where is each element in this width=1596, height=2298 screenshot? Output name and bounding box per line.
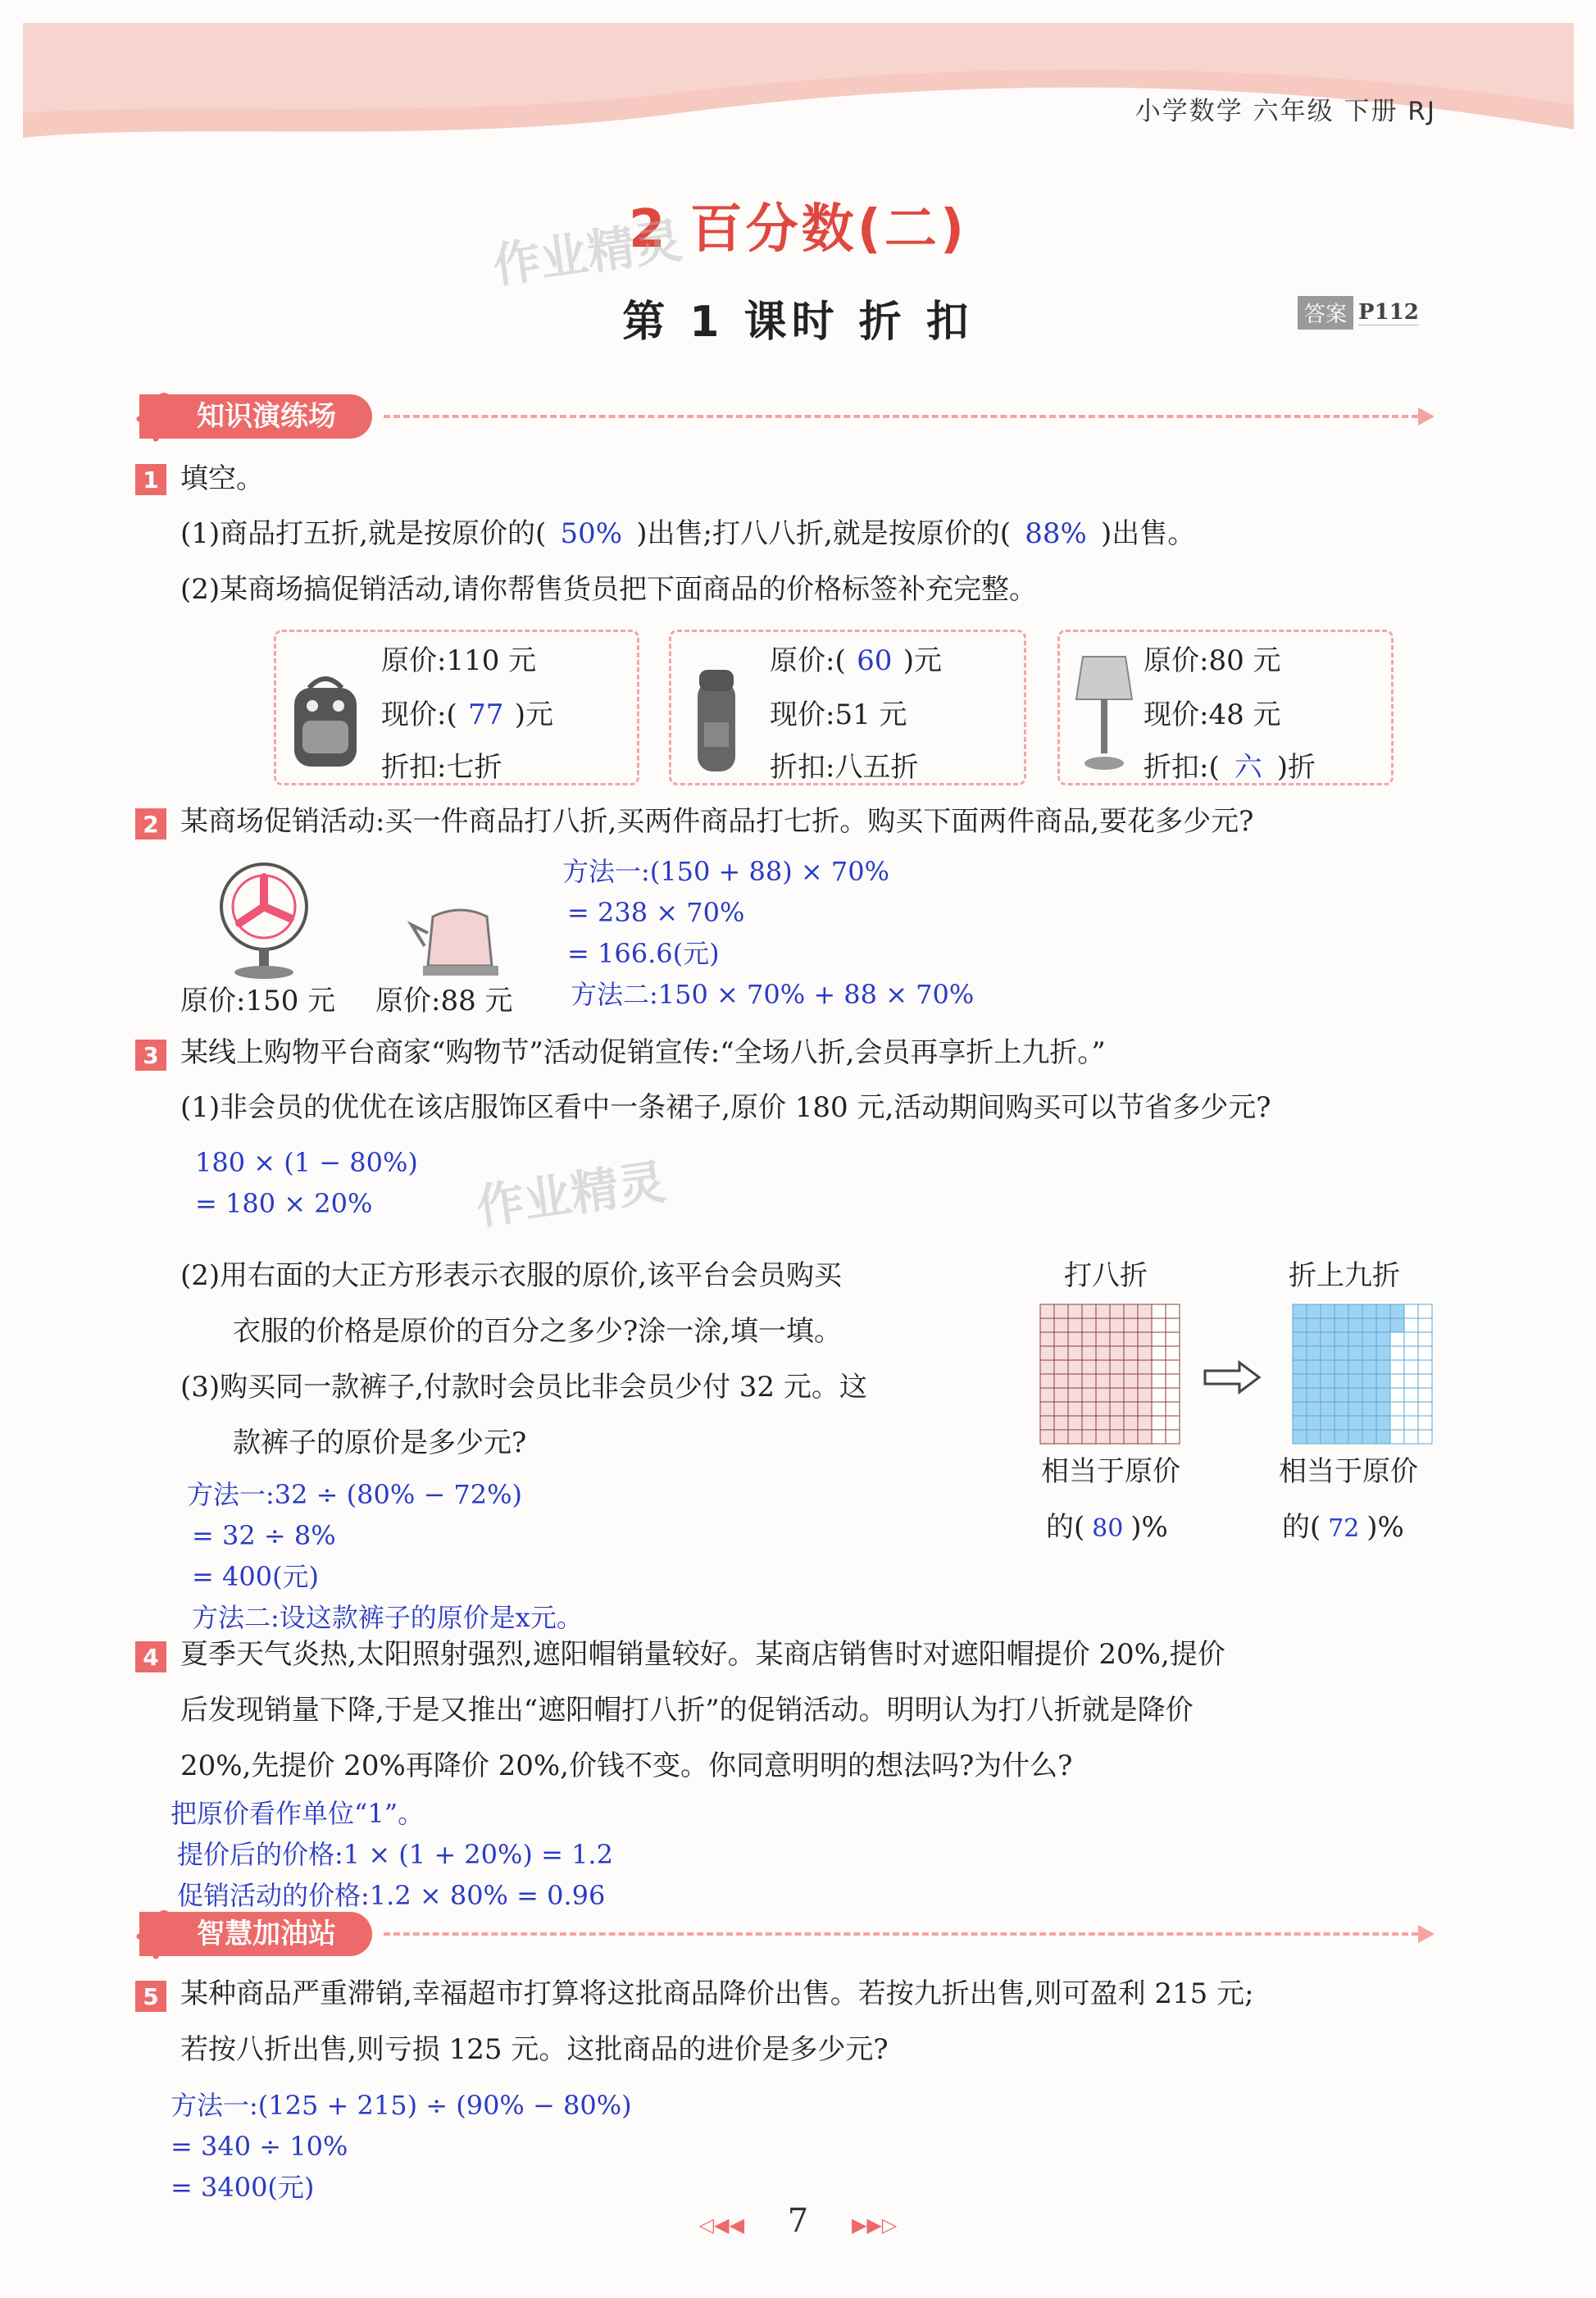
grid1-caption: 相当于原价 xyxy=(1041,1455,1180,1488)
grid-cell[interactable] xyxy=(1293,1430,1307,1444)
grid-cell[interactable] xyxy=(1110,1360,1124,1374)
answer-page: P112 xyxy=(1358,299,1419,325)
grid-cell[interactable] xyxy=(1110,1402,1124,1416)
grid-cell[interactable] xyxy=(1335,1346,1348,1360)
right-arrow-icon xyxy=(1203,1361,1261,1394)
grid-cell[interactable] xyxy=(1138,1430,1152,1444)
runner-icon xyxy=(131,1909,185,1959)
grid2-label: 折上九折 xyxy=(1289,1259,1400,1292)
grid-cell[interactable] xyxy=(1082,1402,1096,1416)
tag1-discount: 折扣:七折 xyxy=(381,751,502,784)
tag3-discount: 折扣:( 六 )折 xyxy=(1144,751,1316,784)
grid-cell[interactable] xyxy=(1082,1388,1096,1402)
grid-cell[interactable] xyxy=(1293,1304,1307,1318)
grid-cell[interactable] xyxy=(1110,1318,1124,1332)
question-number-1: 1 xyxy=(135,464,166,495)
next-page-icon[interactable]: ▶▶▷ xyxy=(851,2214,898,2237)
grid-cell[interactable] xyxy=(1307,1402,1321,1416)
grid-cell[interactable] xyxy=(1293,1416,1307,1430)
q1-answer-1[interactable]: 50% xyxy=(560,517,623,550)
grid-cell[interactable] xyxy=(1348,1346,1362,1360)
answer-badge[interactable] xyxy=(1298,297,1437,328)
grid-cell[interactable] xyxy=(1096,1388,1110,1402)
grid-cell[interactable] xyxy=(1307,1374,1321,1388)
q3-p3-answer-3: = 400(元) xyxy=(192,1561,320,1592)
grid-cell[interactable] xyxy=(1335,1332,1348,1346)
grid-cell[interactable] xyxy=(1404,1360,1418,1374)
grid-cell[interactable] xyxy=(1418,1332,1432,1346)
section-advanced-label: 智慧加油站 xyxy=(139,1912,372,1956)
chapter-title: 2 百分数(二) xyxy=(628,199,968,260)
grid-cell[interactable] xyxy=(1321,1346,1335,1360)
fan-icon xyxy=(205,859,328,982)
grid-cell[interactable] xyxy=(1404,1402,1418,1416)
page-number: 7 xyxy=(787,2202,809,2240)
grid-cell[interactable] xyxy=(1054,1388,1068,1402)
grid-cell[interactable] xyxy=(1404,1388,1418,1402)
grid-cell[interactable] xyxy=(1166,1332,1180,1346)
grid-cell[interactable] xyxy=(1335,1416,1348,1430)
grid-cell[interactable] xyxy=(1166,1374,1180,1388)
q4-answer-2: 提价后的价格:1 × (1 + 20%) = 1.2 xyxy=(177,1839,613,1870)
kettle-price: 原价:88 元 xyxy=(375,985,513,1017)
q5-answer-1: 方法一:(125 + 215) ÷ (90% − 80%) xyxy=(171,2090,632,2121)
grid-cell[interactable] xyxy=(1124,1374,1138,1388)
grid-cell[interactable] xyxy=(1390,1318,1404,1332)
tag3-answer[interactable]: 六 xyxy=(1234,751,1262,784)
grid-cell[interactable] xyxy=(1348,1388,1362,1402)
price-tag-backpack xyxy=(274,630,639,785)
grid-cell[interactable] xyxy=(1362,1374,1376,1388)
q3-part2-line2: 衣服的价格是原价的百分之多少?涂一涂,填一填。 xyxy=(233,1315,843,1348)
grid-cell[interactable] xyxy=(1124,1332,1138,1346)
grid-cell[interactable] xyxy=(1390,1388,1404,1402)
q3-part2-line1: (2)用右面的大正方形表示衣服的原价,该平台会员购买 xyxy=(180,1259,842,1292)
grid-cell[interactable] xyxy=(1321,1430,1335,1444)
grid-cell[interactable] xyxy=(1362,1304,1376,1318)
grid-cell[interactable] xyxy=(1166,1416,1180,1430)
grid-cell[interactable] xyxy=(1152,1360,1166,1374)
section-advanced xyxy=(139,1911,1435,1957)
grid-cell[interactable] xyxy=(1390,1430,1404,1444)
grid-cell[interactable] xyxy=(1068,1388,1082,1402)
q1-stem: 填空。 xyxy=(180,462,264,495)
grid-cell[interactable] xyxy=(1335,1430,1348,1444)
q4-answer-1: 把原价看作单位“1”。 xyxy=(171,1798,425,1829)
grid-cell[interactable] xyxy=(1293,1402,1307,1416)
grid-cell[interactable] xyxy=(1376,1318,1390,1332)
grid-cell[interactable] xyxy=(1376,1430,1390,1444)
grid-cell[interactable] xyxy=(1307,1388,1321,1402)
grid-cell[interactable] xyxy=(1096,1346,1110,1360)
grid-cell[interactable] xyxy=(1307,1332,1321,1346)
q2-answer-4: 方法二:150 × 70% + 88 × 70% xyxy=(571,979,975,1010)
grid-cell[interactable] xyxy=(1362,1430,1376,1444)
backpack-icon xyxy=(284,670,366,771)
grid-cell[interactable] xyxy=(1335,1318,1348,1332)
grid-cell[interactable] xyxy=(1040,1416,1054,1430)
grid-cell[interactable] xyxy=(1293,1360,1307,1374)
grid-cell[interactable] xyxy=(1362,1360,1376,1374)
grid-cell[interactable] xyxy=(1054,1346,1068,1360)
grid-cell[interactable] xyxy=(1040,1360,1054,1374)
q3-part1: (1)非会员的优优在该店服饰区看中一条裙子,原价 180 元,活动期间购买可以节省多少元? xyxy=(180,1091,1271,1124)
question-number-4: 4 xyxy=(135,1641,166,1672)
header-meta: 小学数学 六年级 下册 RJ xyxy=(1134,97,1436,126)
grid-cell[interactable] xyxy=(1068,1402,1082,1416)
grid-cell[interactable] xyxy=(1321,1402,1335,1416)
grid-eighty-percent[interactable] xyxy=(1039,1304,1182,1446)
grid-cell[interactable] xyxy=(1068,1304,1082,1318)
tag1-current: 现价:( 77 )元 xyxy=(381,699,553,731)
q5-answer-3: = 3400(元) xyxy=(171,2172,315,2203)
grid-cell[interactable] xyxy=(1152,1430,1166,1444)
grid-cell[interactable] xyxy=(1040,1402,1054,1416)
tag1-answer[interactable]: 77 xyxy=(468,699,504,731)
grid-cell[interactable] xyxy=(1390,1332,1404,1346)
grid-cell[interactable] xyxy=(1362,1416,1376,1430)
grid-cell[interactable] xyxy=(1321,1374,1335,1388)
watermark-1: 作业精灵 xyxy=(489,212,686,294)
grid-cell[interactable] xyxy=(1040,1388,1054,1402)
grid-cell[interactable] xyxy=(1152,1416,1166,1430)
grid-cell[interactable] xyxy=(1124,1360,1138,1374)
watermark-2: 作业精灵 xyxy=(473,1154,670,1235)
grid-cell[interactable] xyxy=(1152,1318,1166,1332)
grid-cell[interactable] xyxy=(1348,1318,1362,1332)
grid-cell[interactable] xyxy=(1390,1416,1404,1430)
grid-cell[interactable] xyxy=(1096,1374,1110,1388)
tag2-current: 现价:51 元 xyxy=(770,699,907,731)
dash-arrow-icon xyxy=(1418,407,1435,425)
grid-cell[interactable] xyxy=(1293,1318,1307,1332)
grid-cell[interactable] xyxy=(1404,1346,1418,1360)
grid-cell[interactable] xyxy=(1166,1430,1180,1444)
grid-cell[interactable] xyxy=(1068,1360,1082,1374)
q1-part2: (2)某商场搞促销活动,请你帮售货员把下面商品的价格标签补充完整。 xyxy=(180,573,1037,606)
grid1-label: 打八折 xyxy=(1064,1259,1148,1292)
tag2-original: 原价:( 60 )元 xyxy=(770,644,942,677)
q5-stem-line2: 若按八折出售,则亏损 125 元。这批商品的进价是多少元? xyxy=(180,2033,889,2066)
grid-cell[interactable] xyxy=(1082,1430,1096,1444)
grid-cell[interactable] xyxy=(1096,1318,1110,1332)
grid-cell[interactable] xyxy=(1362,1332,1376,1346)
grid-cell[interactable] xyxy=(1321,1360,1335,1374)
tag1-original: 原价:110 元 xyxy=(381,644,537,677)
grid-cell[interactable] xyxy=(1307,1430,1321,1444)
grid-cell[interactable] xyxy=(1124,1430,1138,1444)
grid-cell[interactable] xyxy=(1166,1388,1180,1402)
answer-tag: 答案 xyxy=(1298,296,1353,330)
grid-cell[interactable] xyxy=(1082,1318,1096,1332)
grid-cell[interactable] xyxy=(1082,1304,1096,1318)
lesson-title: 第 1 课时 折 扣 xyxy=(622,298,974,347)
grid-cell[interactable] xyxy=(1404,1304,1418,1318)
grid-cell[interactable] xyxy=(1166,1346,1180,1360)
q3-part3-line2: 款裤子的原价是多少元? xyxy=(233,1427,527,1459)
grid-cell[interactable] xyxy=(1418,1360,1432,1374)
grid-cell[interactable] xyxy=(1054,1304,1068,1318)
grid-cell[interactable] xyxy=(1082,1374,1096,1388)
grid-cell[interactable] xyxy=(1404,1374,1418,1388)
grid-cell[interactable] xyxy=(1110,1346,1124,1360)
q3-p3-answer-2: = 32 ÷ 8% xyxy=(192,1520,336,1551)
grid2-answer[interactable]: 72 xyxy=(1328,1514,1360,1543)
grid-cell[interactable] xyxy=(1040,1304,1054,1318)
grid-cell[interactable] xyxy=(1040,1332,1054,1346)
grid-cell[interactable] xyxy=(1376,1416,1390,1430)
tag3-original: 原价:80 元 xyxy=(1144,644,1281,677)
q3-p3-answer-4: 方法二:设这款裤子的原价是x元。 xyxy=(192,1602,583,1633)
grid-cell[interactable] xyxy=(1418,1304,1432,1318)
grid-cell[interactable] xyxy=(1152,1332,1166,1346)
grid-cell[interactable] xyxy=(1348,1416,1362,1430)
grid-cell[interactable] xyxy=(1335,1402,1348,1416)
grid-cell[interactable] xyxy=(1376,1346,1390,1360)
grid-cell[interactable] xyxy=(1082,1332,1096,1346)
q2-stem: 某商场促销活动:买一件商品打八折,买两件商品打七折。购买下面两件商品,要花多少元? xyxy=(180,805,1254,838)
section-practice xyxy=(139,394,1435,439)
grid-cell[interactable] xyxy=(1096,1430,1110,1444)
grid-cell[interactable] xyxy=(1348,1430,1362,1444)
grid-cell[interactable] xyxy=(1138,1332,1152,1346)
grid-cell[interactable] xyxy=(1418,1402,1432,1416)
grid-cell[interactable] xyxy=(1335,1360,1348,1374)
grid-cell[interactable] xyxy=(1335,1304,1348,1318)
price-tag-lamp xyxy=(1057,630,1394,785)
grid-cell[interactable] xyxy=(1096,1416,1110,1430)
grid-cell[interactable] xyxy=(1152,1374,1166,1388)
grid-cell[interactable] xyxy=(1082,1346,1096,1360)
grid2-fill: 的( 72 )% xyxy=(1282,1510,1404,1546)
q1-answer-2[interactable]: 88% xyxy=(1025,517,1087,550)
grid-cell[interactable] xyxy=(1124,1346,1138,1360)
thermos-icon xyxy=(688,665,745,775)
grid-cell[interactable] xyxy=(1307,1416,1321,1430)
lamp-icon xyxy=(1071,652,1137,775)
grid-cell[interactable] xyxy=(1096,1304,1110,1318)
question-number-5: 5 xyxy=(135,1981,166,2012)
grid-cell[interactable] xyxy=(1348,1360,1362,1374)
grid-cell[interactable] xyxy=(1293,1388,1307,1402)
grid-cell[interactable] xyxy=(1138,1416,1152,1430)
grid-cell[interactable] xyxy=(1293,1332,1307,1346)
grid-cell[interactable] xyxy=(1054,1416,1068,1430)
prev-page-icon[interactable]: ◁◀◀ xyxy=(698,2214,745,2237)
grid-cell[interactable] xyxy=(1040,1318,1054,1332)
grid-cell[interactable] xyxy=(1404,1430,1418,1444)
q5-stem-line1: 某种商品严重滞销,幸福超市打算将这批商品降价出售。若按九折出售,则可盈利 215 元; xyxy=(180,1977,1254,2010)
q4-answer-3: 促销活动的价格:1.2 × 80% = 0.96 xyxy=(177,1880,606,1911)
grid-cell[interactable] xyxy=(1068,1332,1082,1346)
grid-cell[interactable] xyxy=(1096,1360,1110,1374)
grid-cell[interactable] xyxy=(1418,1346,1432,1360)
grid-cell[interactable] xyxy=(1040,1430,1054,1444)
q5-answer-2: = 340 ÷ 10% xyxy=(171,2131,348,2162)
grid-cell[interactable] xyxy=(1362,1346,1376,1360)
fan-price: 原价:150 元 xyxy=(180,985,336,1017)
grid-cell[interactable] xyxy=(1404,1416,1418,1430)
grid-cell[interactable] xyxy=(1418,1374,1432,1388)
grid-cell[interactable] xyxy=(1152,1402,1166,1416)
grid-cell[interactable] xyxy=(1348,1374,1362,1388)
grid-cell[interactable] xyxy=(1321,1416,1335,1430)
q3-p1-answer-1: 180 × (1 − 80%) xyxy=(195,1147,418,1178)
grid-cell[interactable] xyxy=(1068,1416,1082,1430)
q2-answer-2: = 238 × 70% xyxy=(567,897,745,928)
grid-cell[interactable] xyxy=(1082,1360,1096,1374)
grid-cell[interactable] xyxy=(1054,1360,1068,1374)
grid-cell[interactable] xyxy=(1307,1360,1321,1374)
grid-cell[interactable] xyxy=(1418,1318,1432,1332)
grid-cell[interactable] xyxy=(1124,1318,1138,1332)
grid-cell[interactable] xyxy=(1376,1402,1390,1416)
price-tag-bottle xyxy=(669,630,1026,785)
grid-cell[interactable] xyxy=(1110,1388,1124,1402)
grid-cell[interactable] xyxy=(1362,1318,1376,1332)
section-practice-label: 知识演练场 xyxy=(139,394,372,439)
grid-cell[interactable] xyxy=(1096,1402,1110,1416)
grid-cell[interactable] xyxy=(1335,1388,1348,1402)
grid-cell[interactable] xyxy=(1138,1388,1152,1402)
grid-cell[interactable] xyxy=(1418,1416,1432,1430)
grid-cell[interactable] xyxy=(1321,1318,1335,1332)
grid-cell[interactable] xyxy=(1138,1346,1152,1360)
grid-cell[interactable] xyxy=(1054,1318,1068,1332)
tag2-answer[interactable]: 60 xyxy=(857,644,893,677)
grid-cell[interactable] xyxy=(1335,1374,1348,1388)
kettle-icon xyxy=(408,900,515,979)
grid-cell[interactable] xyxy=(1040,1374,1054,1388)
q3-part3-line1: (3)购买同一款裤子,付款时会员比非会员少付 32 元。这 xyxy=(180,1371,867,1404)
grid2-caption: 相当于原价 xyxy=(1279,1455,1418,1488)
grid-cell[interactable] xyxy=(1054,1430,1068,1444)
grid-cell[interactable] xyxy=(1124,1388,1138,1402)
grid-cell[interactable] xyxy=(1138,1374,1152,1388)
grid-cell[interactable] xyxy=(1418,1388,1432,1402)
grid-cell[interactable] xyxy=(1404,1318,1418,1332)
grid-cell[interactable] xyxy=(1110,1304,1124,1318)
grid-cell[interactable] xyxy=(1068,1346,1082,1360)
grid-cell[interactable] xyxy=(1138,1318,1152,1332)
tag3-current: 现价:48 元 xyxy=(1144,699,1281,731)
q4-stem-line2: 后发现销量下降,于是又推出“遮阳帽打八折”的促销活动。明明认为打八折就是降价 xyxy=(180,1694,1194,1727)
dash-arrow-icon xyxy=(1418,1925,1435,1943)
q3-p1-answer-2: = 180 × 20% xyxy=(195,1188,373,1219)
grid-cell[interactable] xyxy=(1110,1416,1124,1430)
grid-cell[interactable] xyxy=(1348,1402,1362,1416)
grid-cell[interactable] xyxy=(1307,1318,1321,1332)
grid-cell[interactable] xyxy=(1376,1388,1390,1402)
grid1-answer[interactable]: 80 xyxy=(1092,1514,1124,1543)
grid-cell[interactable] xyxy=(1376,1304,1390,1318)
grid-cell[interactable] xyxy=(1096,1332,1110,1346)
grid-cell[interactable] xyxy=(1068,1318,1082,1332)
grid-cell[interactable] xyxy=(1124,1402,1138,1416)
grid-cell[interactable] xyxy=(1404,1332,1418,1346)
grid-cell[interactable] xyxy=(1054,1374,1068,1388)
grid-cell[interactable] xyxy=(1054,1402,1068,1416)
grid-cell[interactable] xyxy=(1166,1318,1180,1332)
q3-p3-answer-1: 方法一:32 ÷ (80% − 72%) xyxy=(187,1479,523,1510)
grid-cell[interactable] xyxy=(1138,1402,1152,1416)
grid-cell[interactable] xyxy=(1293,1346,1307,1360)
grid-cell[interactable] xyxy=(1348,1332,1362,1346)
grid-cell[interactable] xyxy=(1362,1388,1376,1402)
grid-cell[interactable] xyxy=(1110,1374,1124,1388)
grid1-fill: 的( 80 )% xyxy=(1046,1510,1168,1546)
grid-cell[interactable] xyxy=(1166,1402,1180,1416)
tag2-discount: 折扣:八五折 xyxy=(770,751,919,784)
grid-seventy-two-percent[interactable] xyxy=(1292,1304,1435,1446)
grid-cell[interactable] xyxy=(1418,1430,1432,1444)
grid-cell[interactable] xyxy=(1390,1304,1404,1318)
grid-cell[interactable] xyxy=(1110,1332,1124,1346)
grid-cell[interactable] xyxy=(1307,1346,1321,1360)
grid-cell[interactable] xyxy=(1138,1360,1152,1374)
grid-cell[interactable] xyxy=(1390,1346,1404,1360)
grid-cell[interactable] xyxy=(1054,1332,1068,1346)
page-footer xyxy=(0,2202,1596,2240)
grid-cell[interactable] xyxy=(1152,1388,1166,1402)
grid-cell[interactable] xyxy=(1152,1304,1166,1318)
grid-cell[interactable] xyxy=(1307,1304,1321,1318)
grid-cell[interactable] xyxy=(1390,1402,1404,1416)
grid-cell[interactable] xyxy=(1390,1374,1404,1388)
q2-answer-1: 方法一:(150 + 88) × 70% xyxy=(562,856,889,887)
grid-cell[interactable] xyxy=(1321,1388,1335,1402)
grid-cell[interactable] xyxy=(1348,1304,1362,1318)
grid-cell[interactable] xyxy=(1040,1346,1054,1360)
q2-answer-3: = 166.6(元) xyxy=(567,938,720,969)
grid-cell[interactable] xyxy=(1166,1360,1180,1374)
grid-cell[interactable] xyxy=(1321,1304,1335,1318)
grid-cell[interactable] xyxy=(1376,1360,1390,1374)
grid-cell[interactable] xyxy=(1068,1374,1082,1388)
grid-cell[interactable] xyxy=(1124,1416,1138,1430)
grid-cell[interactable] xyxy=(1293,1374,1307,1388)
runner-icon xyxy=(131,391,185,442)
grid-cell[interactable] xyxy=(1068,1430,1082,1444)
grid-cell[interactable] xyxy=(1110,1430,1124,1444)
grid-cell[interactable] xyxy=(1138,1304,1152,1318)
grid-cell[interactable] xyxy=(1390,1360,1404,1374)
grid-cell[interactable] xyxy=(1166,1304,1180,1318)
question-number-3: 3 xyxy=(135,1040,166,1071)
grid-cell[interactable] xyxy=(1152,1346,1166,1360)
q4-stem-line3: 20%,先提价 20%再降价 20%,价钱不变。你同意明明的想法吗?为什么? xyxy=(180,1750,1073,1782)
grid-cell[interactable] xyxy=(1376,1332,1390,1346)
grid-cell[interactable] xyxy=(1376,1374,1390,1388)
grid-cell[interactable] xyxy=(1082,1416,1096,1430)
q1-part1: (1)商品打五折,就是按原价的( 50% )出售;打八八折,就是按原价的( 88% )出售。 xyxy=(180,517,1196,550)
grid-cell[interactable] xyxy=(1321,1332,1335,1346)
question-number-2: 2 xyxy=(135,808,166,840)
q3-stem: 某线上购物平台商家“购物节”活动促销宣传:“全场八折,会员再享折上九折。” xyxy=(180,1036,1106,1069)
q4-stem-line1: 夏季天气炎热,太阳照射强烈,遮阳帽销量较好。某商店销售时对遮阳帽提价 20%,提价 xyxy=(180,1638,1225,1671)
grid-cell[interactable] xyxy=(1362,1402,1376,1416)
grid-cell[interactable] xyxy=(1124,1304,1138,1318)
